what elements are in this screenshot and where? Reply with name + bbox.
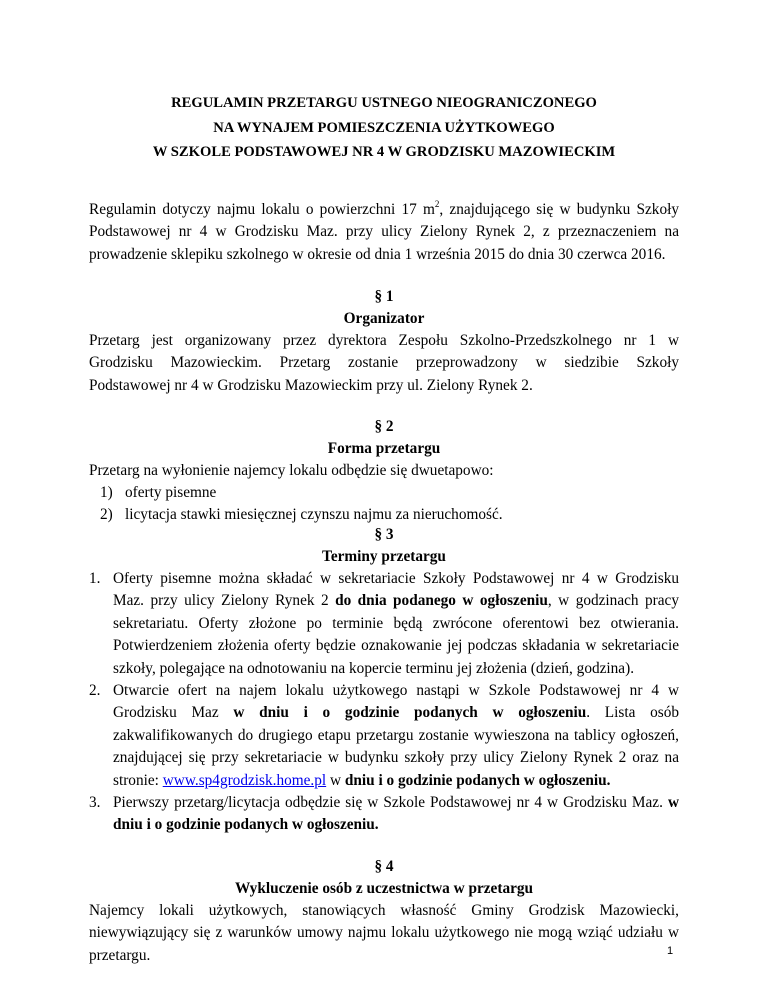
section-2-intro: Przetarg na wyłonienie najemcy lokalu odbędzie się dwuetapowo: <box>89 462 494 479</box>
section-4-heading: Wykluczenie osób z uczestnictwa w przetargu <box>234 880 534 897</box>
point-2-number: 2. <box>89 682 101 699</box>
section-1-line-2: Grodzisku Mazowieckim. Przetarg zostanie przeprowadzony w siedzibie Szkoły <box>89 354 679 372</box>
section-1-line-1: Przetarg jest organizowany przez dyrektora Zespołu Szkolno-Przedszkolnego nr 1 w <box>89 332 679 349</box>
section-4-number: § 4 <box>374 858 394 875</box>
intro-line-3: prowadzenie sklepiku szkolnego w okresie od dnia 1 września 2015 do dnia 30 czerwca 2016. <box>89 245 666 263</box>
section-3-heading: Terminy przetargu <box>322 548 446 565</box>
list-item-2-text: licytacja stawki miesięcznej czynszu najmu za nieruchomość. <box>125 506 503 523</box>
title-line-3: W SZKOLE PODSTAWOWEJ NR 4 W GRODZISKU MAZOWIECKIM <box>152 144 616 160</box>
title-line-2: NA WYNAJEM POMIESZCZENIA UŻYTKOWEGO <box>213 120 555 136</box>
superscript-2: 2 <box>434 199 440 209</box>
point-3-number: 3. <box>89 794 101 811</box>
website-link[interactable]: www.sp4grodzisk.home.pl <box>162 771 327 789</box>
list-item-1-text: oferty pisemne <box>125 484 217 501</box>
section-4-paragraph: Najemcy lokali użytkowych, stanowiących własność Gminy Grodzisk Mazowiecki, niewywiązujący się z warunków umowy najmu lokalu użytkowego nie mogą wziąć udziału w przetargu. <box>89 902 679 964</box>
section-2-number: § 2 <box>374 418 394 435</box>
intro-line-2: Podstawowej nr 4 w Grodzisku Maz. przy ulicy Zielony Rynek 2, z przeznaczeniem na <box>89 223 679 241</box>
point-2-text: Otwarcie ofert na najem lokalu użytkowego nastąpi w Szkole Podstawowej nr 4 w Grodzisku Maz w dniu i o godzinie podanych w ogłoszeniu. Lista osób zakwalifikowanych do drugiego etapu przetargu zostanie wywieszona na tablicy ogłoszeń, znajdującej się przy sekretariacie w budynku szkoły przy ulicy Zielony Rynek 2 oraz na stronie: www.sp4grodzisk.home.pl w dniu i o godzinie podanych w ogłoszeniu. <box>113 682 679 789</box>
section-1-number: § 1 <box>374 288 394 305</box>
title-line-1: REGULAMIN PRZETARGU USTNEGO NIEOGRANICZONEGO <box>171 95 597 111</box>
section-3-number: § 3 <box>374 526 394 543</box>
intro-paragraph <box>89 199 679 266</box>
section-2-heading: Forma przetargu <box>327 440 441 457</box>
point-3-text: Pierwszy przetarg/licytacja odbędzie się w Szkole Podstawowej nr 4 w Grodzisku Maz. w dniu i o godzinie podanych w ogłoszeniu. <box>113 794 679 834</box>
section-1-heading: Organizator <box>343 310 425 327</box>
list-item-1-number: 1) <box>100 484 113 501</box>
page-number: 1 <box>667 945 674 957</box>
list-item-2-number: 2) <box>100 506 113 523</box>
point-1-number: 1. <box>89 570 101 587</box>
intro-line-1: Regulamin dotyczy najmu lokalu o powierzchni 17 $m^2$, znajdującego się w budynku Szkoły <box>89 199 679 218</box>
section-1-line-3: Podstawowej nr 4 w Grodzisku Mazowieckim przy ul. Zielony Rynek 2. <box>89 376 533 394</box>
section-1-paragraph <box>89 330 679 397</box>
point-1-text: Oferty pisemne można składać w sekretariacie Szkoły Podstawowej nr 4 w Grodzisku Maz. przy ulicy Zielony Rynek 2 do dnia podanego w ogłoszeniu, w godzinach pracy sekretariatu. Oferty złożone po terminie będą zwrócone oferentowi bez otwierania. Potwierdzeniem złożenia oferty będzie oznakowanie jej podczas składania w sekretariacie szkoły, polegające na odnotowaniu na kopercie terminu jej złożenia (dzień, godzina). <box>113 570 679 677</box>
